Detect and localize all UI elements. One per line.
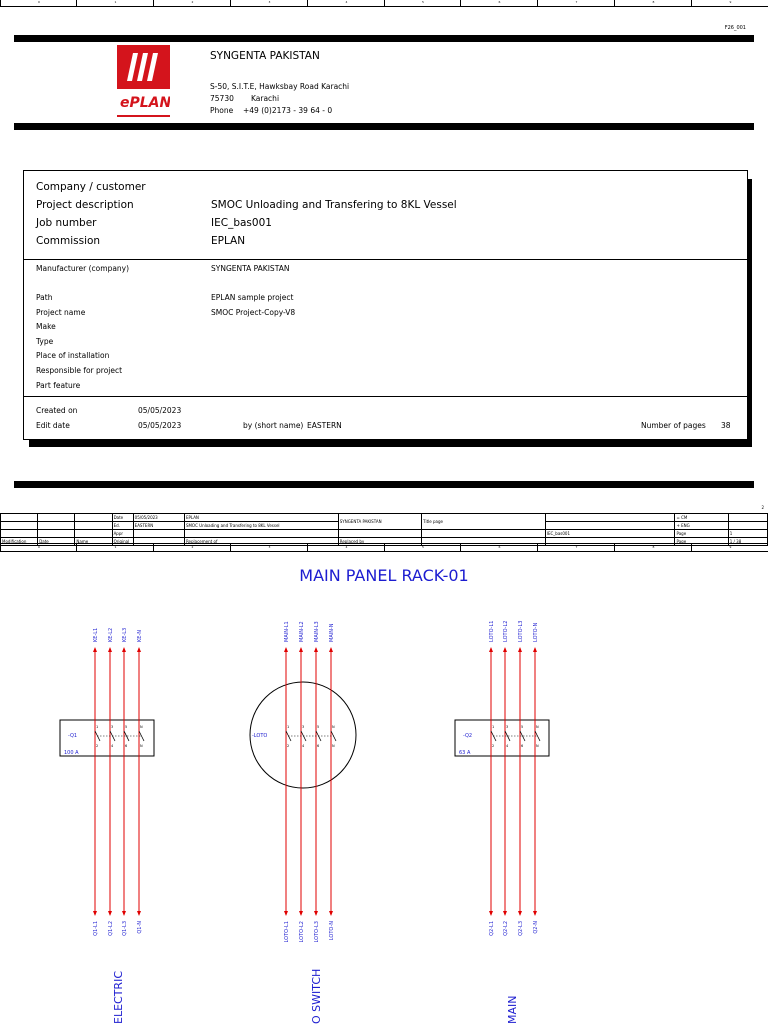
phone-number: +49 (0)2173 - 39 64 - 0 bbox=[243, 106, 333, 115]
tb-job: IEC_bas001 bbox=[545, 530, 675, 538]
edit-date-label: Edit date bbox=[36, 421, 70, 430]
terminal-bottom: 2 bbox=[492, 744, 495, 748]
wire-bottom-label: Q1-L2 bbox=[108, 921, 114, 936]
tb-page-of: 1 / 38 bbox=[728, 538, 767, 546]
terminal-top: 3 bbox=[111, 725, 114, 729]
bottom-grid-strip bbox=[0, 543, 768, 552]
wire-bottom-label: Q2-L2 bbox=[503, 921, 509, 936]
terminal-top: 1 bbox=[96, 725, 99, 729]
wire-top-label: MAIN-N bbox=[329, 623, 335, 642]
address-line: S-50, S.I.T.E, Hawksbay Road Karachi bbox=[210, 82, 350, 91]
wire-arrow-top bbox=[489, 647, 493, 652]
tb-ed: EASTERN bbox=[133, 522, 184, 530]
pages-label: Number of pages bbox=[641, 421, 706, 430]
group-caption: ELECTRIC bbox=[112, 971, 125, 1024]
by-value: EASTERN bbox=[307, 421, 342, 430]
wire-arrow-bottom bbox=[314, 911, 318, 916]
cover-value: SMOC Unloading and Transfering to 8KL Vessel bbox=[211, 199, 457, 211]
wire-arrow-bottom bbox=[489, 911, 493, 916]
wire-top-label: LOTO-L1 bbox=[489, 620, 495, 642]
tb-company: EPLAN bbox=[184, 514, 338, 522]
wire-arrow-top bbox=[108, 647, 112, 652]
terminal-bottom: 6 bbox=[125, 744, 128, 748]
cover-label: Type bbox=[36, 337, 54, 346]
grid-cell: 3 bbox=[230, 0, 308, 6]
tb-customer: SYNGENTA PAKISTAN bbox=[338, 514, 421, 530]
grid-cell: 3 bbox=[230, 544, 308, 551]
wire-bottom-label: Q2-L3 bbox=[518, 921, 524, 936]
phone-label: Phone bbox=[210, 106, 234, 115]
wire-bottom-label: Q2-L1 bbox=[489, 921, 495, 936]
terminal-top: 5 bbox=[521, 725, 524, 729]
device-label: -Q2 bbox=[463, 733, 473, 739]
header-top-bar bbox=[14, 35, 754, 42]
terminal-top: N bbox=[332, 725, 335, 729]
terminal-top: 1 bbox=[287, 725, 290, 729]
wire-arrow-top bbox=[329, 647, 333, 652]
wire-arrow-top bbox=[299, 647, 303, 652]
terminal-bottom: 4 bbox=[506, 744, 509, 748]
tb-loc: + ENG bbox=[675, 522, 728, 530]
grid-cell: 5 bbox=[384, 544, 461, 551]
grid-cell: 2 bbox=[153, 0, 231, 6]
grid-cell: 4 bbox=[307, 544, 385, 551]
wire-arrow-top bbox=[122, 647, 126, 652]
cover-label: Path bbox=[36, 293, 53, 302]
cover-label: Place of installation bbox=[36, 351, 110, 360]
cover-divider bbox=[24, 396, 747, 397]
cover-label: Part feature bbox=[36, 381, 81, 390]
tb-page-no: 1 bbox=[728, 530, 767, 538]
terminal-bottom: 4 bbox=[111, 744, 114, 748]
by-label: by (short name) bbox=[243, 421, 304, 430]
grid-cell: 8 bbox=[614, 544, 692, 551]
tb-date: 05/05/2023 bbox=[133, 514, 184, 522]
eplan-logo-icon bbox=[117, 45, 170, 117]
tb-cm: = CM bbox=[675, 514, 728, 522]
wire-top-label: MAIN-L3 bbox=[314, 621, 320, 642]
terminal-bottom: N bbox=[536, 744, 539, 748]
wire-bottom-label: LOTO-L2 bbox=[299, 921, 305, 943]
grid-cell: 6 bbox=[460, 544, 538, 551]
grid-cell: 8 bbox=[614, 0, 692, 6]
sheet-number: 2 bbox=[761, 505, 764, 510]
wire-top-label: LOTO-L2 bbox=[503, 620, 509, 642]
wire-top-label: KE-L1 bbox=[93, 627, 99, 642]
schematic-title: MAIN PANEL RACK-01 bbox=[299, 566, 469, 585]
created-on-label: Created on bbox=[36, 406, 78, 415]
wire-arrow-bottom bbox=[284, 911, 288, 916]
tb-replaced: Replaced by bbox=[338, 538, 421, 546]
wire-arrow-bottom bbox=[329, 911, 333, 916]
grid-cell: 0 bbox=[0, 0, 77, 6]
terminal-bottom: 4 bbox=[302, 744, 305, 748]
terminal-bottom: N bbox=[332, 744, 335, 748]
cover-label: Responsible for project bbox=[36, 366, 123, 375]
wire-arrow-bottom bbox=[533, 911, 537, 916]
tb-date-label: Date bbox=[112, 514, 133, 522]
wire-arrow-bottom bbox=[503, 911, 507, 916]
wire-bottom-label: Q1-L3 bbox=[122, 921, 128, 936]
tb-appr-label: Appr bbox=[112, 530, 133, 538]
wire-arrow-top bbox=[518, 647, 522, 652]
tb-page-title: Title page bbox=[422, 514, 546, 530]
title-block bbox=[0, 513, 768, 546]
tb-page-label: Page bbox=[675, 530, 728, 538]
wire-arrow-top bbox=[503, 647, 507, 652]
cover-label: Company / customer bbox=[36, 181, 146, 193]
terminal-top: N bbox=[536, 725, 539, 729]
wire-bottom-label: LOTO-L1 bbox=[284, 921, 290, 943]
terminal-top: 5 bbox=[317, 725, 320, 729]
tb-modification: Modification bbox=[1, 538, 38, 546]
tb-original: Original bbox=[112, 538, 133, 546]
logo-text: ePLAN bbox=[120, 95, 170, 111]
cover-label: Project description bbox=[36, 199, 134, 211]
terminal-top: N bbox=[140, 725, 143, 729]
grid-cell: 7 bbox=[537, 0, 615, 6]
wire-top-label: KE-L2 bbox=[108, 627, 114, 642]
footer-bar bbox=[14, 481, 754, 488]
page-code: F26_001 bbox=[724, 25, 746, 31]
wire-top-label: KE-L3 bbox=[122, 627, 128, 642]
cover-label: Project name bbox=[36, 308, 86, 317]
tb-ed-label: Ed. bbox=[112, 522, 133, 530]
wire-top-label: MAIN-L1 bbox=[284, 621, 290, 642]
grid-cell: 9 bbox=[691, 0, 768, 6]
cover-label: Job number bbox=[36, 217, 97, 229]
wire-arrow-bottom bbox=[137, 911, 141, 916]
grid-cell: 1 bbox=[76, 544, 154, 551]
wire-arrow-top bbox=[533, 647, 537, 652]
cover-label: Make bbox=[36, 322, 56, 331]
wire-arrow-bottom bbox=[93, 911, 97, 916]
wire-arrow-bottom bbox=[122, 911, 126, 916]
group-caption: O SWITCH bbox=[310, 968, 323, 1024]
grid-cell: 1 bbox=[76, 0, 154, 6]
wire-top-label: LOTO-N bbox=[533, 622, 539, 642]
tb-page-label: Page bbox=[675, 538, 728, 546]
terminal-bottom: 6 bbox=[521, 744, 524, 748]
tb-replacement: Replacement of bbox=[184, 538, 338, 546]
wire-top-label: KE-N bbox=[137, 630, 143, 642]
terminal-top: 1 bbox=[492, 725, 495, 729]
wire-arrow-bottom bbox=[108, 911, 112, 916]
device-label: -Q1 bbox=[68, 733, 78, 739]
cover-value: IEC_bas001 bbox=[211, 217, 272, 229]
wire-top-label: LOTO-L3 bbox=[518, 620, 524, 642]
wire-arrow-top bbox=[137, 647, 141, 652]
tb-name: Name bbox=[75, 538, 112, 546]
cover-value: EPLAN sample project bbox=[211, 293, 294, 302]
wire-bottom-label: Q1-N bbox=[137, 921, 143, 934]
wire-arrow-top bbox=[93, 647, 97, 652]
wire-bottom-label: LOTO-N bbox=[329, 921, 335, 941]
grid-cell: 4 bbox=[307, 0, 385, 6]
city: Karachi bbox=[251, 94, 280, 103]
cover-label: Manufacturer (company) bbox=[36, 264, 130, 273]
device-rating: 100 A bbox=[64, 750, 79, 756]
tb-date-col: Date bbox=[38, 538, 75, 546]
wire-bottom-label: Q1-L1 bbox=[93, 921, 99, 936]
grid-cell: 6 bbox=[460, 0, 538, 6]
schematic-diagram bbox=[0, 555, 768, 1024]
cover-value: SMOC Project-Copy-V8 bbox=[211, 308, 296, 317]
wire-bottom-label: LOTO-L3 bbox=[314, 921, 320, 943]
grid-cell: 0 bbox=[0, 544, 77, 551]
cover-value: SYNGENTA PAKISTAN bbox=[211, 264, 290, 273]
grid-cell: 5 bbox=[384, 0, 461, 6]
grid-cell: 7 bbox=[537, 544, 615, 551]
wire-arrow-top bbox=[284, 647, 288, 652]
wire-top-label: MAIN-L2 bbox=[299, 621, 305, 642]
terminal-top: 5 bbox=[125, 725, 128, 729]
header-bottom-bar bbox=[14, 123, 754, 130]
company-name: SYNGENTA PAKISTAN bbox=[210, 50, 320, 62]
cover-value: EPLAN bbox=[211, 235, 246, 247]
group-caption: MAIN bbox=[506, 995, 519, 1024]
wire-arrow-top bbox=[314, 647, 318, 652]
terminal-bottom: N bbox=[140, 744, 143, 748]
postal-code: 75730 bbox=[210, 94, 234, 103]
device-label: -LOTO bbox=[252, 733, 268, 739]
grid-cell: 9 bbox=[691, 544, 768, 551]
wire-bottom-label: Q2-N bbox=[533, 921, 539, 934]
tb-project-desc: SMOC Unloading and Transfering to 8KL Vessel bbox=[184, 522, 338, 530]
cover-label: Commission bbox=[36, 235, 101, 247]
pages-value: 38 bbox=[721, 421, 731, 430]
cover-divider bbox=[24, 259, 747, 260]
top-grid-strip bbox=[0, 0, 768, 7]
grid-cell: 2 bbox=[153, 544, 231, 551]
wire-arrow-bottom bbox=[518, 911, 522, 916]
device-rating: 63 A bbox=[459, 750, 471, 756]
terminal-top: 3 bbox=[302, 725, 305, 729]
edit-date-value: 05/05/2023 bbox=[138, 421, 182, 430]
terminal-bottom: 2 bbox=[96, 744, 99, 748]
terminal-top: 3 bbox=[506, 725, 509, 729]
eplan-logo bbox=[117, 45, 170, 117]
terminal-bottom: 6 bbox=[317, 744, 320, 748]
created-on-value: 05/05/2023 bbox=[138, 406, 182, 415]
terminal-bottom: 2 bbox=[287, 744, 290, 748]
wire-arrow-bottom bbox=[299, 911, 303, 916]
